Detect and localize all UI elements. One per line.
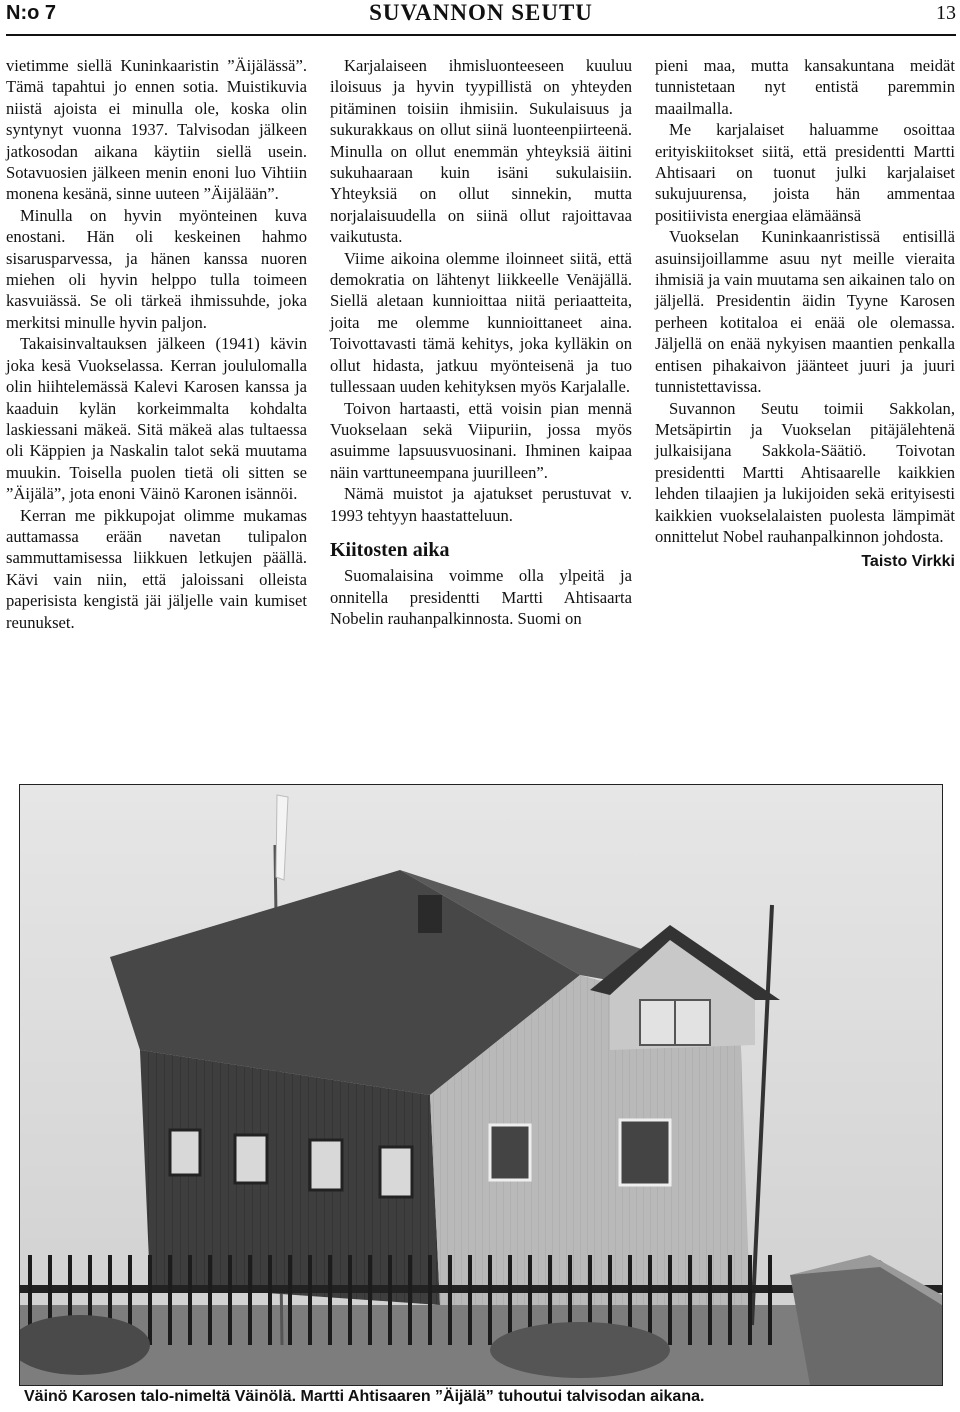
page-header bbox=[6, 0, 956, 30]
header-rule bbox=[6, 34, 956, 36]
paragraph: Minulla on hyvin myönteinen kuva enostani. Hän oli keskeinen hahmo sisarusparvessa, ja hänen kanssa nuoren miehen oli hyvin helppo tulla toimeen kasvuiässä. Se oli tärkeä ihmissuhde, joka merkitsi minulle hyvin paljon. bbox=[6, 205, 307, 332]
paragraph: Kerran me pikkupojat olimme mukamas auttamassa erään navetan tulipalon sammuttamisessa liikkuen letkujen päällä. Kävi vain niin, että jaloissani olleista paperisista kengistä jäi jäljelle vain kumiset reunukset. bbox=[6, 505, 307, 632]
section-heading: Kiitosten aika bbox=[330, 538, 450, 561]
paragraph: Suomalaisina voimme olla ylpeitä ja onnitella presidentti Martti Ahtisaarta Nobelin rauhanpalkinnosta. Suomi on bbox=[330, 566, 632, 629]
publication-title: SUVANNON SEUTU bbox=[369, 0, 593, 25]
page-number: 13 bbox=[936, 2, 956, 24]
paragraph: vietimme siellä Kuninkaaristin ”Äijälässä”. Tämä tapahtui jo ennen sotia. Muistikuvia niistä ajoista ei minulla ole, koska olin syntynyt vuonna 1937. Talvisodan jälkeen jatkosodan aikana käytiin siellä usein. Sotavuosien jälkeen menin enoni luo Vihtiin monena kesänä, sinne uuteen ”Äijälään”. bbox=[6, 56, 307, 204]
paragraph: Toivon hartaasti, että voisin pian mennä Vuokselaan sekä Viipuriin, jossa myös asuimme lapsuusvuosinani. Ihminen kaipaa näin varttuneempana juurilleen”. bbox=[330, 398, 632, 482]
paragraph: Vuokselan Kuninkaanristissä entisillä asuinsijoillamme asuu nyt meille vieraita ihmisiä ja vain muutama sen aikainen talo on jäljellä. Presidentin äidin Tyyne Karosen perheen kotitaloa ei enää ole olemassa. Jäljellä on enää nykyisen maantien penkalla entisen pihakaivon jäänteet juuri ja juuri tunnistettavissa. bbox=[655, 227, 955, 397]
paragraph: Suvannon Seutu toimii Sakkolan, Metsäpirtin ja Vuokselan pitäjälehtenä julkaisijana Sakkola-Säätiö. Toivotan presidentti Martti Ahtisaarelle kaikkien lehden tilaajien ja lukijoiden sekä erityisesti kaikkien vuokselalaisten puolesta lämpimät onnittelut Nobel rauhanpalkinnon johdosta. bbox=[655, 398, 955, 546]
photo-caption: Väinö Karosen talo-nimeltä Väinölä. Martti Ahtisaaren ”Äijälä” tuhoutui talvisodan aikana. bbox=[24, 1388, 705, 1405]
author-signature: Taisto Virkki bbox=[861, 553, 955, 571]
paragraph: Me karjalaiset haluamme osoittaa erityiskiitokset siitä, että presidentti Martti Ahtisaari on tuonut julki karjalaiset sukujuurensa, joista hän ammentaa positiivista energiaa elämäänsä bbox=[655, 120, 955, 225]
issue-number: N:o 7 bbox=[6, 2, 56, 24]
paragraph: Viime aikoina olemme iloinneet siitä, että demokratia on lähtenyt liikkeelle Venäjällä. Siellä aletaan kunnioittaa niitä periaatteita, joita me olemme kunnioittaneet aina. Toivottavasti tämä kehitys, joka kylläkin on ollut hidasta, jatkuu myönteisenä ja tuo tullessaan uuden kehityksen myös Karjalalle. bbox=[330, 248, 632, 397]
article-column-1 bbox=[6, 55, 307, 633]
house-photo bbox=[19, 784, 943, 1386]
article-column-2 bbox=[330, 55, 632, 630]
paragraph: Karjalaiseen ihmisluonteeseen kuuluu iloisuus ja hyvin tyypillistä on yhteyden pitäminen toisiin ihmisiin. Sukulaisuus ja sukurakkaus on ollut siinä luonteenpiirteenä. Minulla on ollut enemmän yhteyksiä äitini sukuhaaraan kuin isäni sukulaisiin. Yhteyksiä on ollut sinnekin, mutta norjalaisuudella on siinä ollut rajoittavaa vaikutusta. bbox=[330, 56, 632, 247]
article-column-3 bbox=[655, 55, 955, 573]
paragraph: Takaisinvaltauksen jälkeen (1941) kävin joka kesä Vuokselassa. Kerran joululomalla olin hiihtelemässä Kalevi Karosen kanssa ja kaaduin kylän korkeimmalta kohdalta laskiessani mäkeä. Sitä mäkeä alas tultaessa oli Käppien ja Naskalin talot sekä muutama muukin. Toisella puolen tietä oli sitten se ”Äijälä”, jota enoni Väinö Karonen isännöi. bbox=[6, 334, 307, 504]
paragraph: Nämä muistot ja ajatukset perustuvat v. 1993 tehtyyn haastatteluun. bbox=[330, 484, 632, 525]
paragraph: pieni maa, mutta kansakuntana meidät tunnistetaan nyt entistä paremmin maailmalla. bbox=[655, 56, 955, 118]
